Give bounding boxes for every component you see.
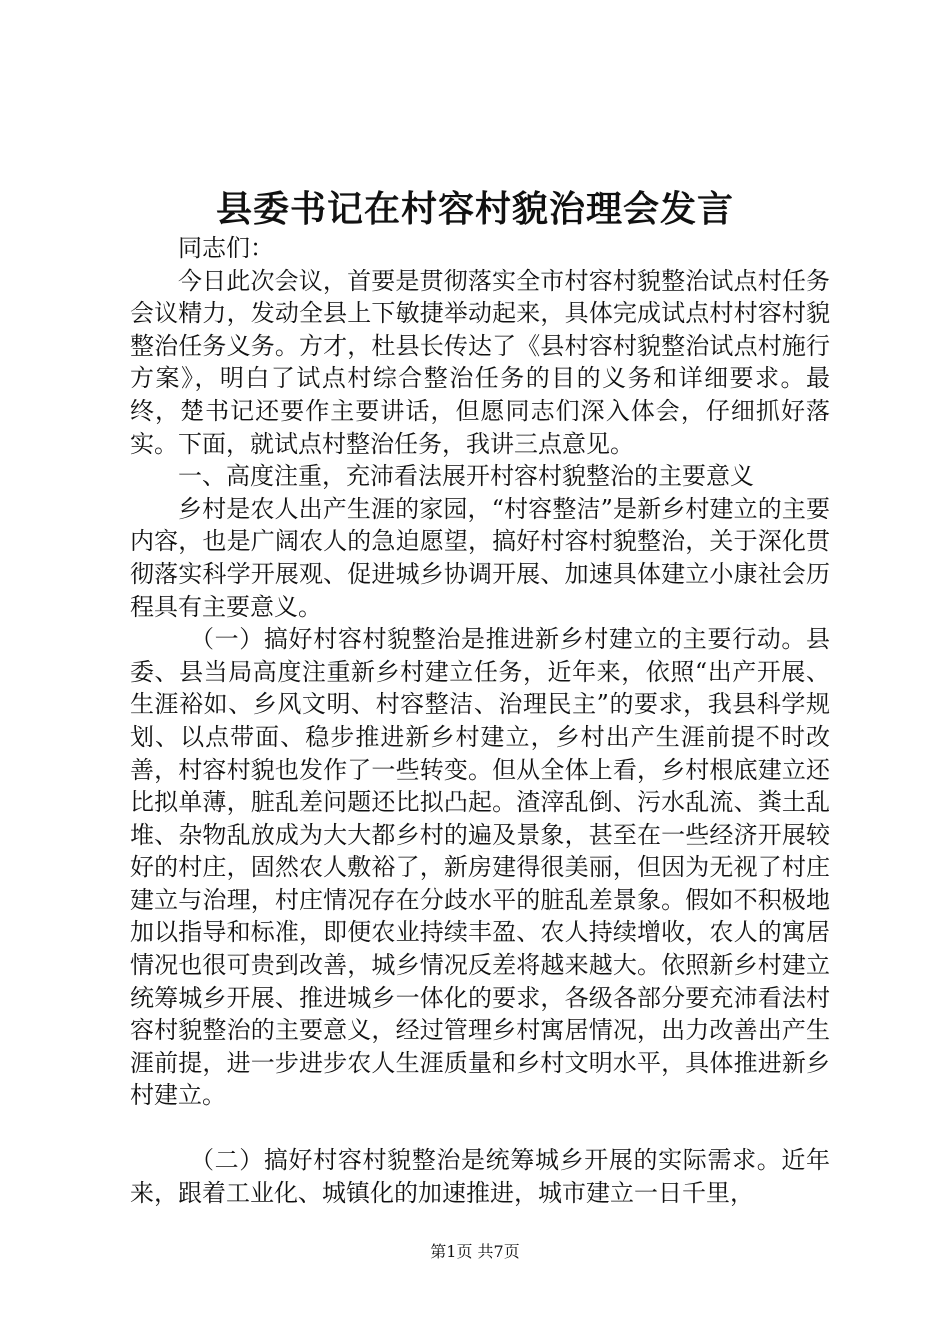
page-number-footer: 第1页 共7页: [430, 1242, 520, 1261]
document-title: 县委书记在村容村貌治理会发言: [215, 188, 734, 230]
paragraph-section-1: 乡村是农人出产生涯的家园，“村容整洁”是新乡村建立的主要内容，也是广阔农人的急迫愿望，搞好村容村貌整治，关于深化贯彻落实科学开展观、促进城乡协调开展、加速具体建立小康社会历程具有主要意义。: [130, 494, 830, 621]
paragraph-subsection-1: （一）搞好村容村貌整治是推进新乡村建立的主要行动。县委、县当局高度注重新乡村建立任务，近年来，依照“出产开展、生涯裕如、乡风文明、村容整洁、治理民主”的要求，我县科学规划、以点带面、稳步推进新乡村建立，乡村出产生涯前提不时改善，村容村貌也发作了一些转变。但从全体上看，乡村根底建立还比拟单薄，脏乱差问题还比拟凸起。渣滓乱倒、污水乱流、粪土乱堆、杂物乱放成为大大都乡村的遍及景象，甚至在一些经济开展较好的村庄，固然农人敷裕了，新房建得很美丽，但因为无视了村庄建立与治理，村庄情况存在分歧水平的脏乱差景象。假如不积极地加以指导和标准，即便农业持续丰盈、农人持续增收，农人的寓居情况也很可贵到改善，城乡情况反差将越来越大。依照新乡村建立统筹城乡开展、推进城乡一体化的要求，各级各部分要充沛看法村容村貌整治的主要意义，经过管理乡村寓居情况，出力改善出产生涯前提，进一步进步农人生涯质量和乡村文明水平，具体推进新乡村建立。: [130, 625, 830, 1110]
paragraph-intro: 今日此次会议，首要是贯彻落实全市村容村貌整治试点村任务会议精力，发动全县上下敏捷举动起来，具体完成试点村村容村貌整治任务义务。方才，杜县长传达了《县村容村貌整治试点村施行方案》，明白了试点村综合整治任务的目的义务和详细要求。最终，楚书记还要作主要讲话，但愿同志们深入体会，仔细抓好落实。下面，就试点村整治任务，我讲三点意见。: [130, 266, 830, 458]
document-body: [130, 232, 830, 1209]
section-heading-1: 一、高度注重，充沛看法展开村容村貌整治的主要意义: [178, 462, 754, 491]
paragraph-subsection-2: （二）搞好村容村貌整治是统筹城乡开展的实际需求。近年来，跟着工业化、城镇化的加速推进，城市建立一日千里，: [130, 1146, 830, 1207]
salutation: 同志们：: [178, 234, 274, 262]
